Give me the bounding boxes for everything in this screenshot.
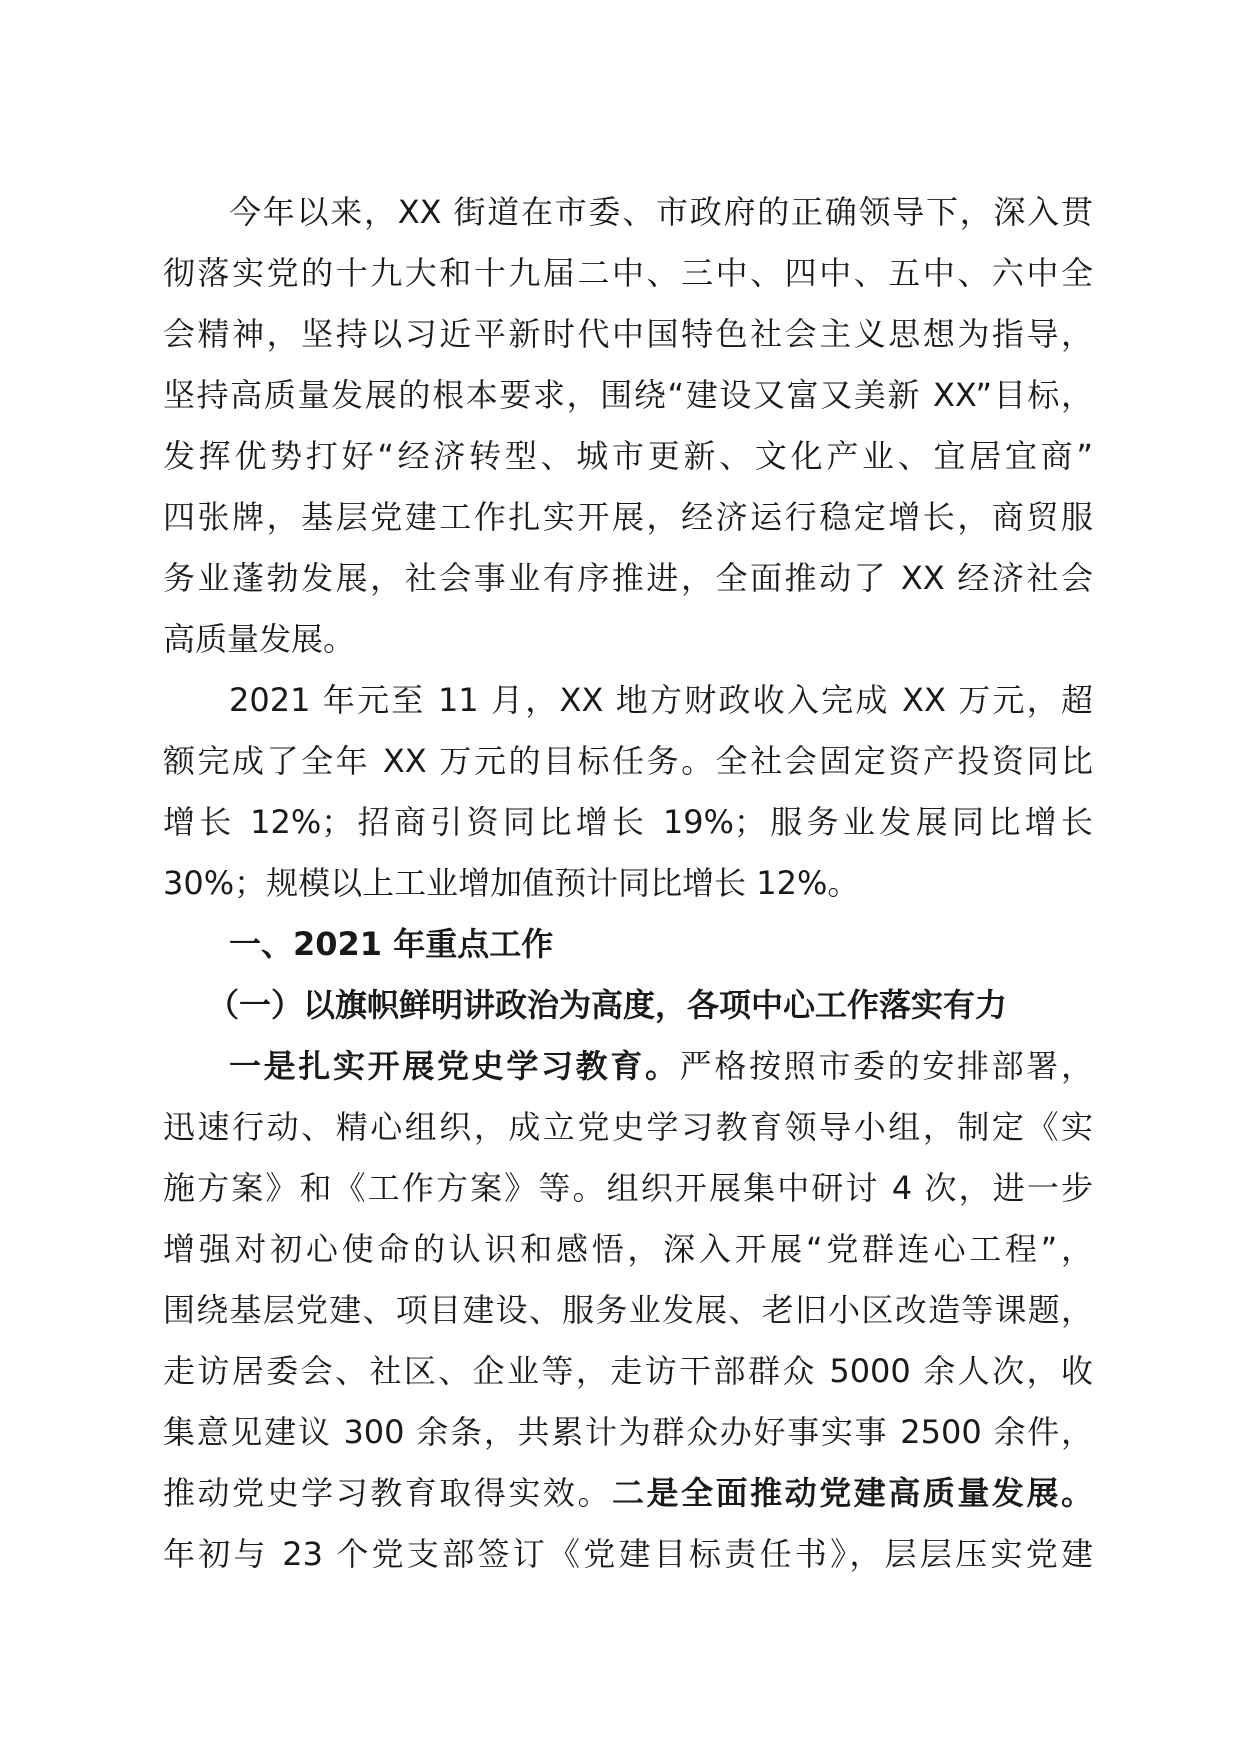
- paragraph-3-line-9: 年初与 23 个党支部签订《党建目标责任书》，层层压实党建: [163, 1535, 1093, 1573]
- paragraph-3-line-7: 集意见建议 300 余条，共累计为群众办好事实事 2500 余件，: [163, 1413, 1093, 1451]
- paragraph-2-line-4: 30%；规模以上工业增加值预计同比增长 12%。: [163, 864, 860, 902]
- paragraph-1-line-4: 坚持高质量发展的根本要求，围绕“建设又富又美新 XX”目标，: [163, 376, 1093, 414]
- paragraph-3-line-8-text: 推动党史学习教育取得实效。: [163, 1474, 612, 1512]
- paragraph-1-line-7: 务业蓬勃发展，社会事业有序推进，全面推动了 XX 经济社会: [163, 559, 1093, 597]
- point-two-title: 二是全面推动党建高质量发展。: [612, 1474, 1093, 1512]
- paragraph-3-line-3: 施方案》和《工作方案》等。组织开展集中研讨 4 次，进一步: [163, 1169, 1093, 1207]
- paragraph-1-line-3: 会精神，坚持以习近平新时代中国特色社会主义思想为指导，: [163, 315, 1093, 353]
- paragraph-3-line-4: 增强对初心使命的认识和感悟，深入开展“党群连心工程”，: [163, 1230, 1093, 1268]
- paragraph-2-line-2: 额完成了全年 XX 万元的目标任务。全社会固定资产投资同比: [163, 742, 1093, 780]
- subsection-heading: （一）以旗帜鲜明讲政治为高度，各项中心工作落实有力: [207, 986, 1008, 1024]
- paragraph-3-line-8: [163, 1463, 1093, 1524]
- paragraph-1-line-2: 彻落实党的十九大和十九届二中、三中、四中、五中、六中全: [163, 254, 1093, 292]
- section-heading: 一、2021 年重点工作: [229, 925, 554, 963]
- document-body: [163, 182, 1093, 1585]
- paragraph-2-line-1: 2021 年元至 11 月，XX 地方财政收入完成 XX 万元，超: [229, 681, 1093, 719]
- point-one-title: 一是扎实开展党史学习教育。: [229, 1047, 680, 1085]
- paragraph-1-line-6: 四张牌，基层党建工作扎实开展，经济运行稳定增长，商贸服: [163, 498, 1093, 536]
- paragraph-1-line-5: 发挥优势打好“经济转型、城市更新、文化产业、宜居宜商”: [163, 437, 1093, 475]
- paragraph-2-line-3: 增长 12%；招商引资同比增长 19%；服务业发展同比增长: [163, 803, 1093, 841]
- paragraph-3-line-1-text: 严格按照市委的安排部署，: [679, 1047, 1093, 1085]
- paragraph-3-line-5: 围绕基层党建、项目建设、服务业发展、老旧小区改造等课题，: [163, 1291, 1093, 1329]
- paragraph-1-line-1: 今年以来，XX 街道在市委、市政府的正确领导下，深入贯: [229, 193, 1093, 231]
- paragraph-1-line-8: 高质量发展。: [163, 620, 356, 658]
- paragraph-3-line-2: 迅速行动、精心组织，成立党史学习教育领导小组，制定《实: [163, 1108, 1093, 1146]
- paragraph-3-line-1: [163, 1036, 1093, 1097]
- paragraph-3-line-6: 走访居委会、社区、企业等，走访干部群众 5000 余人次，收: [163, 1352, 1093, 1390]
